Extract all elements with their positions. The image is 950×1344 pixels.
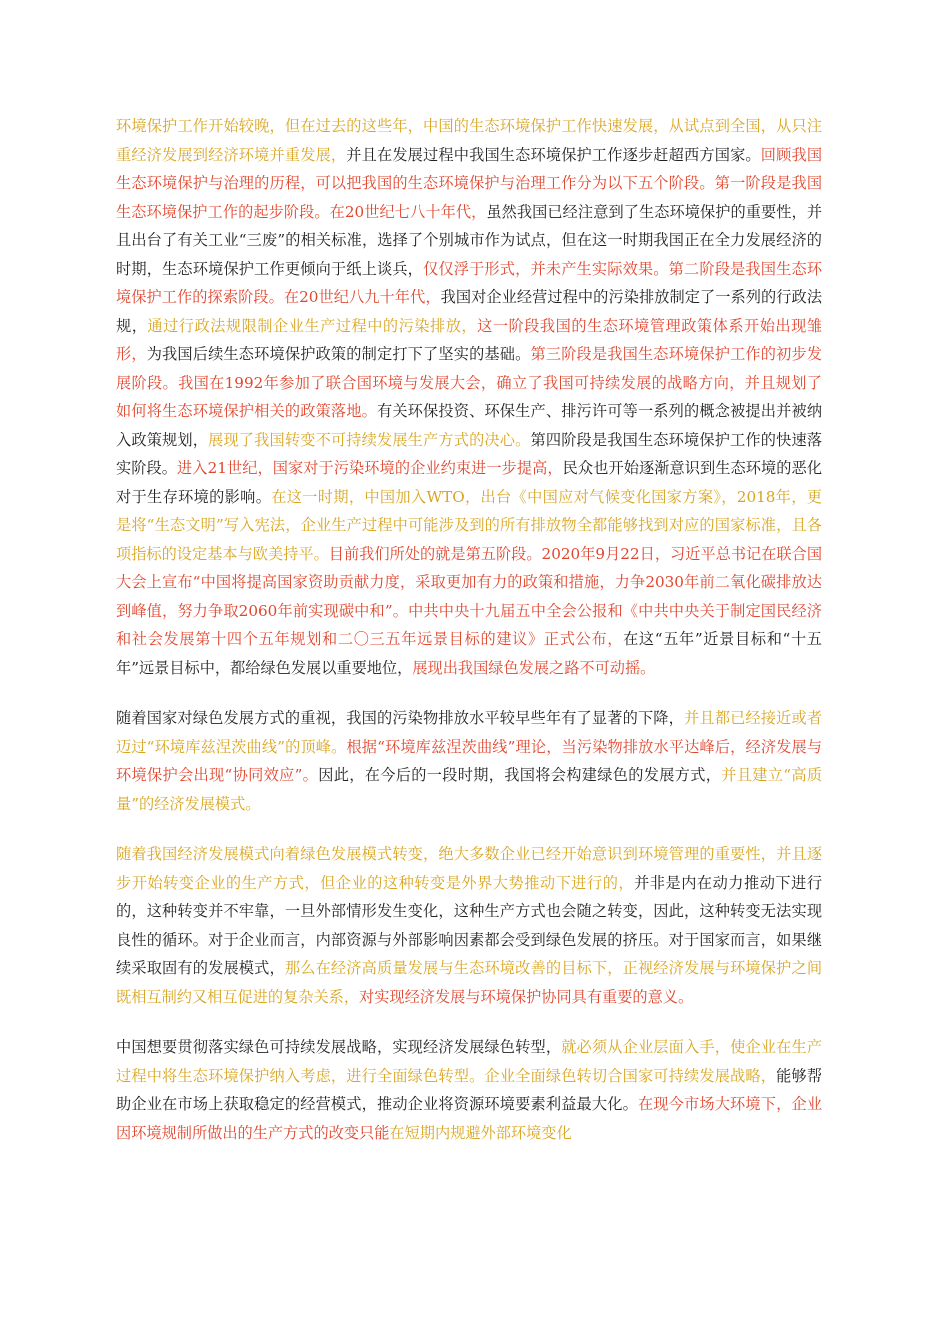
text-segment: 随着国家对绿色发展方式的重视，我国的污染物排放水平较早些年有了显著的下降， (116, 709, 685, 727)
text-segment: 仅仅浮于形式，并未产生实际效果。第二阶段是我国生态环境保护工作的探索阶段。在20世纪八九十年代， (116, 259, 823, 306)
text-segment: 对实现经济发展与环境保护协同具有重要的意义。 (359, 987, 694, 1006)
text-segment: 就必须从企业层面入手，使企业在生产过程中将生态环境保护纳入考虑，进行全面绿色转型。企业全面绿色转切合国家可持续发展战略， (116, 1038, 823, 1085)
text-segment: 民众也开始逐渐意识到生态环境的恶化对于生存环境的影响。 (116, 459, 823, 506)
text-segment: 第三阶段是我国生态环境保护工作的初步发展阶段。我国在1992年参加了联合国环境与发展大会，确立了我国可持续发展的战略方向，并且规划了如何将生态环境保护相关的政策落地。 (116, 345, 823, 420)
text-segment: 因此，在今后的一段时期，我国将会构建绿色的发展方式， (318, 766, 722, 784)
text-segment: 能够帮助企业在市场上获取稳定的经营模式，推动企业将资源环境要素利益最大化。 (116, 1066, 823, 1113)
text-segment: 那么在经济高质量发展与生态环境改善的目标下，正视经济发展与环境保护之间既相互制约又相互促进的复杂关系， (116, 959, 823, 1006)
text-segment: 中国想要贯彻落实绿色可持续发展战略，实现经济发展绿色转型， (116, 1038, 562, 1056)
text-segment: 虽然我国已经注意到了生态环境保护的重要性，并且出台了有关工业“三废”的相关标准，选择了个别城市作为试点，但在这一时期我国正在全力发展经济的时期，生态环境保护工作更倾向于纸上谈兵， (116, 202, 823, 278)
text-segment: 进入21世纪，国家对于污染环境的企业约束进一步提高， (177, 459, 563, 477)
paragraph-3 (116, 840, 822, 1011)
text-segment: 并且建立“高质量”的经济发展模式。 (116, 766, 823, 813)
text-segment: 在短期内规避外部环境变化 (389, 1123, 572, 1142)
text-segment: 回顾我国生态环境保护与治理的历程，可以把我国的生态环境保护与治理工作分为以下五个阶段。第一阶段是我国生态环境保护工作的起步阶段。在20世纪七八十年代， (116, 145, 823, 221)
text-segment: 第四阶段是我国生态环境保护工作的快速落实阶段。 (116, 430, 823, 477)
text-segment: 目前我们所处的就是第五阶段。2020年9月22日，习近平总书记在联合国大会上宣布“中国将提高国家资助贡献力度，采取更加有力的政策和措施，力争2030年前二氧化碳排放达到峰值，努力争取2060年前实现碳中和”。中共中央十九届五中全会公报和《中共中央关于制定国民经济和社会发展第十四个五年规划和二〇三五年远景目标的建议》正式公布， (116, 544, 823, 648)
text-segment: 并非是内在动力推动下进行的，这种转变并不牢靠，一旦外部情形发生变化，这种生产方式也会随之转变，因此，这种转变无法实现良性的循环。对于企业而言，内部资源与外部影响因素都会受到绿色发展的挤压。对于国家而言，如果继续采取固有的发展模式， (116, 873, 823, 977)
paragraph-1 (116, 112, 822, 682)
text-segment: 根据“环境库兹涅茨曲线”理论，当污染物排放水平达峰后，经济发展与环境保护会出现“协同效应”。 (116, 737, 823, 784)
text-segment: 为我国后续生态环境保护政策的制定打下了坚实的基础。 (146, 345, 531, 363)
text-segment: 我国对企业经营过程中的污染排放制定了一系列的行政法规， (116, 288, 823, 335)
paragraph-4 (116, 1033, 822, 1147)
text-segment: 在现今市场大环境下，企业因环境规制所做出的生产方式的改变只能 (116, 1095, 823, 1142)
text-segment: 并且都已经接近或者迈过“环境库兹涅茨曲线”的顶峰。 (116, 709, 823, 756)
text-segment: 随着我国经济发展模式向着绿色发展模式转变，绝大多数企业已经开始意识到环境管理的重要性，并且逐步开始转变企业的生产方式，但企业的这种转变是外界大势推动下进行的， (116, 845, 822, 892)
document-body (116, 112, 822, 1169)
text-segment: 并且在发展过程中我国生态环境保护工作逐步赶超西方国家。 (346, 145, 761, 164)
text-segment: 有关环保投资、环保生产、排污许可等一系列的概念被提出并被纳入政策规划， (116, 402, 823, 449)
text-segment: 在这一时期，中国加入WTO，出台《中国应对气候变化国家方案》，2018年，更是将“生态文明”写入宪法，企业生产过程中可能涉及到的所有排放物全都能够找到对应的国家标准，且各项指标的设定基本与欧美持平。 (116, 487, 823, 563)
text-segment: 在这“五年”近景目标和“十五年”远景目标中，都给绿色发展以重要地位， (116, 630, 822, 677)
text-segment: 这一阶段我国的生态环境管理政策体系开始出现雏形， (116, 316, 823, 363)
text-segment: 展现出我国绿色发展之路不可动摇。 (412, 658, 656, 677)
text-segment: 通过行政法规限制企业生产过程中的污染排放， (147, 316, 478, 335)
text-segment: 展现了我国转变不可持续发展生产方式的决心。 (208, 430, 531, 449)
paragraph-2 (116, 704, 822, 818)
text-segment: 环境保护工作开始较晚，但在过去的这些年，中国的生态环境保护工作快速发展，从试点到全国，从只注重经济发展到经济环境并重发展， (116, 117, 822, 164)
